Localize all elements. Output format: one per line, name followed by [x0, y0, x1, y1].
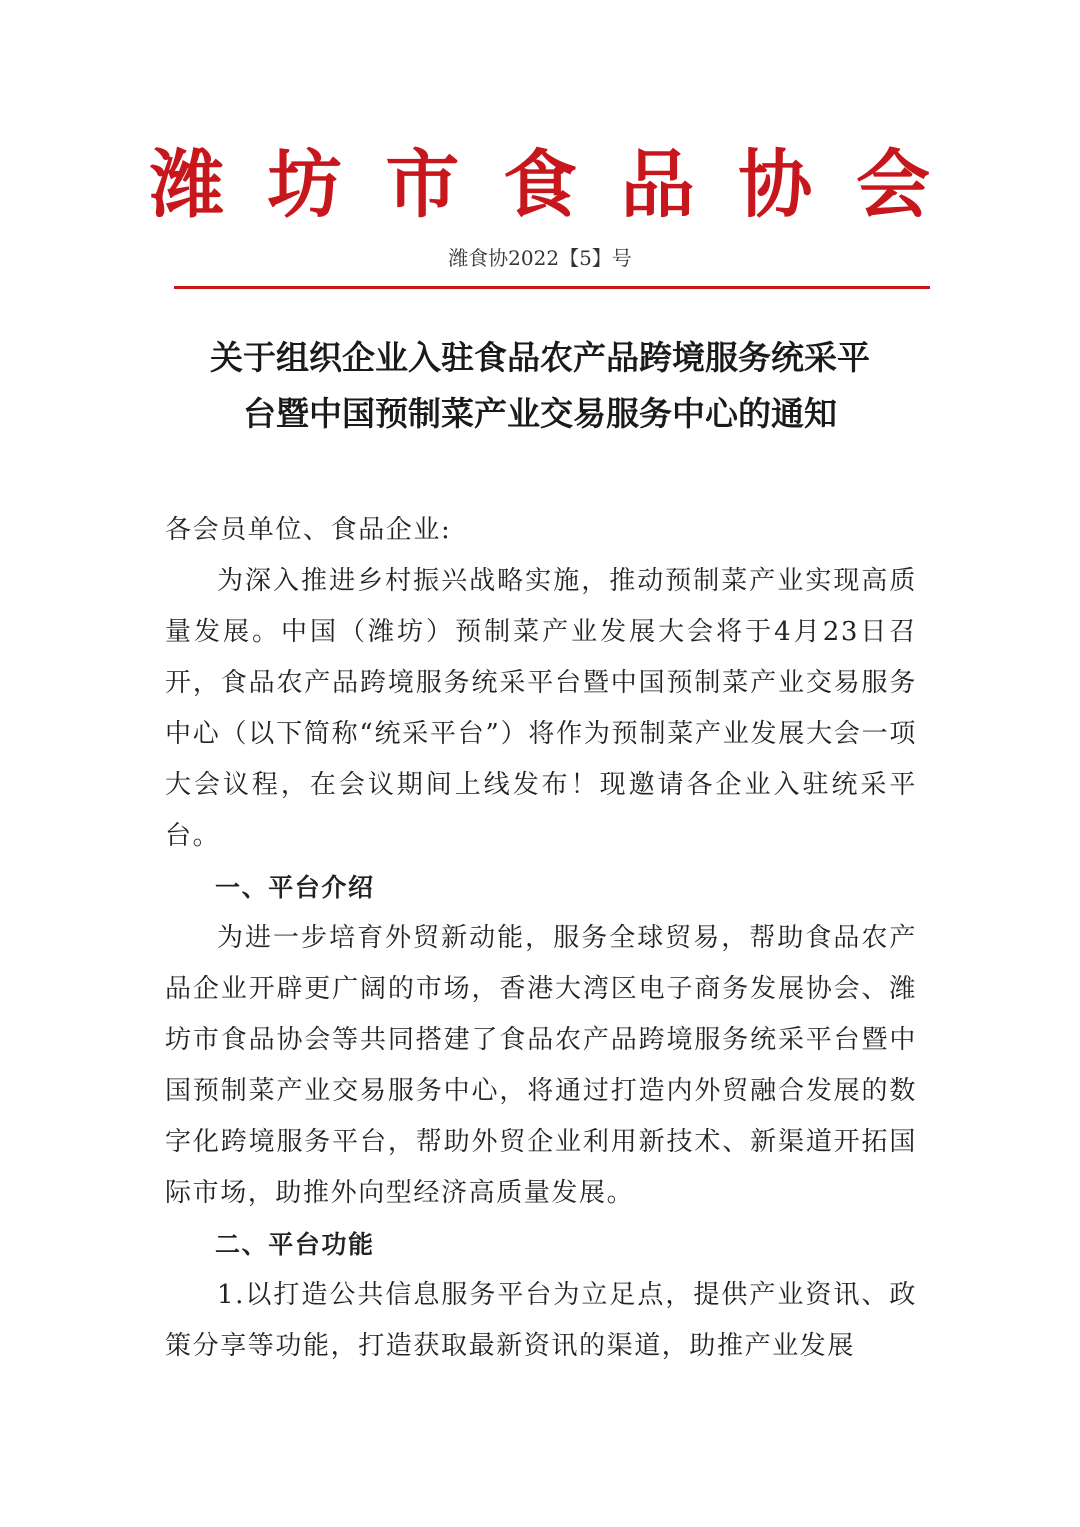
section-heading: 二、平台功能	[215, 1230, 375, 1259]
org-name-char: 食	[502, 142, 577, 228]
organization-header	[150, 140, 930, 230]
org-name-char: 会	[855, 142, 930, 228]
header-divider	[174, 286, 930, 289]
org-name-char: 坊	[267, 142, 342, 228]
body-paragraph: 1.以打造公共信息服务平台为立足点，提供产业资讯、政策分享等功能，打造获取最新资讯的渠道，助推产业发展	[165, 1280, 917, 1361]
notice-body	[165, 505, 917, 1372]
body-paragraph: 为进一步培育外贸新动能，服务全球贸易，帮助食品农产品企业开辟更广阔的市场，香港大湾区电子商务发展协会、潍坊市食品协会等共同搭建了食品农产品跨境服务统采平台暨中国预制菜产业交易服务中心，将通过打造内外贸融合发展的数字化跨境服务平台，帮助外贸企业利用新技术、新渠道开拓国际市场，助推外向型经济高质量发展。	[165, 923, 917, 1208]
org-name-char: 品	[620, 142, 695, 228]
org-name-char: 潍	[150, 142, 224, 228]
org-name-char: 市	[385, 142, 460, 228]
document-number: 潍食协2022【5】号	[448, 246, 632, 270]
body-paragraph: 为深入推进乡村振兴战略实施，推动预制菜产业实现高质量发展。中国（潍坊）预制菜产业发展大会将于4月23日召开，食品农产品跨境服务统采平台暨中国预制菜产业交易服务中心（以下简称“统采平台”）将作为预制菜产业发展大会一项大会议程，在会议期间上线发布！现邀请各企业入驻统采平台。	[165, 566, 917, 851]
notice-title-line: 关于组织企业入驻食品农产品跨境服务统采平	[210, 338, 870, 377]
salutation: 各会员单位、食品企业:	[165, 515, 452, 545]
org-name-char: 协	[738, 142, 813, 228]
section-heading: 一、平台介绍	[215, 873, 375, 902]
notice-title-line: 台暨中国预制菜产业交易服务中心的通知	[243, 394, 837, 433]
notice-title	[130, 330, 950, 442]
